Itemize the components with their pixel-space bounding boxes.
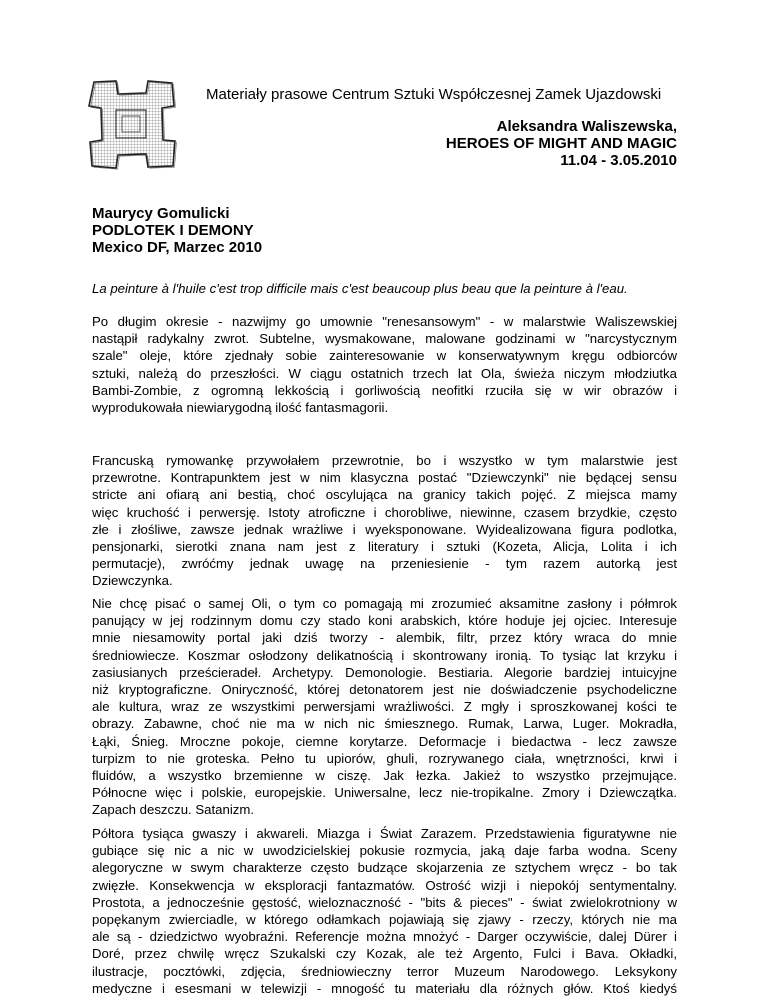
text-line: przewrotne. Kontrapunktem jest w nim klasyczna postać "Dziewczynki" nie będącej sensu (92, 470, 677, 486)
exhibition-title: HEROES OF MIGHT AND MAGIC (445, 135, 677, 152)
text-line: Łąki, Śnieg. Mroczne pokoje, ciemne korytarze. Deformacje i biedactwa - lecz zawsze (92, 733, 677, 749)
text-line: alegoryczne w swym charakterze często budzące skojarzenia ze sztychem wręcz - bo tak (92, 860, 677, 876)
paragraph-4 (92, 825, 677, 997)
text-line: ilustracje, pocztówki, zdjęcia, średniowieczny terror Muzeum Narodowego. Leksykony (92, 963, 677, 979)
text-line: obrazy. Zabawne, choć nie ma w nich nic śmiesznego. Rumak, Larwa, Luger. Mokradła, (92, 716, 677, 732)
paragraph-3 (92, 595, 677, 819)
text-line: Prostota, a jednocześnie gęstość, wieloznaczność - "bits & pieces" - świat zwielokrotniony w (92, 894, 677, 910)
paragraph-2 (92, 452, 677, 590)
text-line: wyprodukowała niewiarygodną ilość fantasmagorii. (92, 400, 389, 416)
place-date: Mexico DF, Marzec 2010 (92, 239, 263, 256)
text-line: Dziewczynka. (92, 573, 173, 589)
text-line: fluidów, a wszystko brzemienne w ciszę. Jak łezka. Jakież to wszystko przejmujące. (92, 768, 677, 784)
text-line: Zapach deszczu. Satanizm. (92, 802, 254, 818)
text-line: złe i złośliwe, zawsze jednak wrażliwe i wyeksponowane. Wyidealizowana figura podlotka, (92, 521, 677, 537)
exhibition-info (446, 118, 677, 169)
text-line: nastąpił radykalny zwrot. Subtelne, wysmakowane, malowane godzinami w "narcystycznym (92, 331, 677, 347)
text-line: więc kruchość i perwersję. Istoty atroficzne i chorobliwe, niewinne, czasem brzydkie, często (92, 504, 677, 520)
text-line: popękanym zwierciadle, w którego odłamkach pojawiają się zjawy - rzeczy, których nie ma (92, 912, 677, 928)
text-line: średniowiecze. Koszmar osłodzony delikatnością i skontrowany ironią. To tysiąc lat krzyku i (92, 647, 677, 663)
article-heading (92, 205, 262, 256)
text-line: Francuską rymowankę przywołałem przewrotnie, bo i wszystko w tym malarstwie jest (92, 453, 677, 468)
text-line: ale są - dziedzictwo wyobraźni. Referencje można mnożyć - Darger oczywiście, dalej Dürer i (92, 929, 677, 945)
text-line: Doré, przez chwilę wręcz Szukalski czy Kozak, ale też Argento, Fulci i Bava. Okładki, (92, 946, 677, 962)
text-line: medyczne i esesmani w telewizji - mnogość tu materiału dla różnych głów. Ktoś kiedyś (92, 980, 677, 996)
text-line: ale kultura, wraz ze wszystkimi perwersjami wrażliwości. Z mgły i sproszkowanej kości te (92, 699, 677, 715)
text-line: zasiusianych prześcieradeł. Archetypy. Demonologie. Bestiaria. Alegorie bardziej intuicyjne (92, 664, 677, 680)
text-line: panujący w jej rodzinnym domu czy stado koni arabskich, które hoduje jej ojciec. Interesuje (92, 613, 677, 629)
text-line: pensjonarki, sierotki znana nam jest z literatury i sztuki (Kozeta, Alicja, Lolita i ich (92, 539, 677, 555)
text-line: mnie niesamowity portal jaki dziś tworzy - alembik, filtr, przez który wraca do mnie (92, 630, 677, 646)
text-line: Północne więc i polskie, europejskie. Uniwersalne, lecz nie-tropikalne. Zmory i Dziewczątka. (92, 785, 677, 801)
text-line: zwięzłe. Konsekwencja w eksploracji fantazmatów. Ostrość wizji i niepokój sentymentalny. (92, 877, 677, 893)
text-line: niż kryptograficzne. Oniryczność, której detonatorem jest nie doświadczenie psychodeliczne (92, 682, 677, 698)
artist-name: Aleksandra Waliszewska, (496, 118, 677, 135)
text-line: szale" oleje, które zjednały sobie zainteresowanie w konserwatywnym kręgu odbiorców (92, 348, 677, 364)
text-line: gubiące się nic a nic w uwodzicielskiej pokusie rozmycia, jaką daje farba wodna. Sceny (92, 843, 677, 859)
castle-plan-logo (86, 78, 178, 170)
text-line: Bambi-Zombie, z ogromną lekkością i gorliwością neofitki rzuciła się w wir obrazów i (92, 382, 677, 398)
text-line: permutacje), zwróćmy jednak uwagę na przeniesienie - tym razem autorką jest (92, 556, 677, 572)
text-line: stricte ani ofiarą ani bestią, choć oscylująca na granicy takich pojęć. Z miejsca mamy (92, 487, 677, 503)
text-line: Po długim okresie - nazwijmy go umownie "renesansowym" - w malarstwie Waliszewskiej (92, 314, 677, 329)
text-line: Półtora tysiąca gwaszy i akwareli. Miazga i Świat Zarazem. Przedstawienia figuratywne nie (92, 826, 677, 841)
epigraph: La peinture à l'huile c'est trop difficile mais c'est beaucoup plus beau que la peinture à l'eau. (92, 281, 628, 296)
paragraph-1 (92, 313, 677, 416)
publisher-line: Materiały prasowe Centrum Sztuki Współczesnej Zamek Ujazdowski (206, 86, 662, 103)
exhibition-dates: 11.04 - 3.05.2010 (560, 152, 677, 169)
text-line: Nie chcę pisać o samej Oli, o tym co pomagają mi zrozumieć aksamitne zasłony i półmrok (92, 596, 677, 611)
text-line: sztuki, należą do przeszłości. W ciągu ostatnich trzech lat Ola, świeża niczym młodziutka (92, 365, 677, 381)
text-line: turpizm to nie groteska. Pełno tu upiorów, ghuli, rozrywanego ciała, wnętrzności, krwi i (92, 750, 677, 766)
article-title: PODLOTEK I DEMONY (92, 222, 254, 239)
author-name: Maurycy Gomulicki (92, 205, 230, 222)
